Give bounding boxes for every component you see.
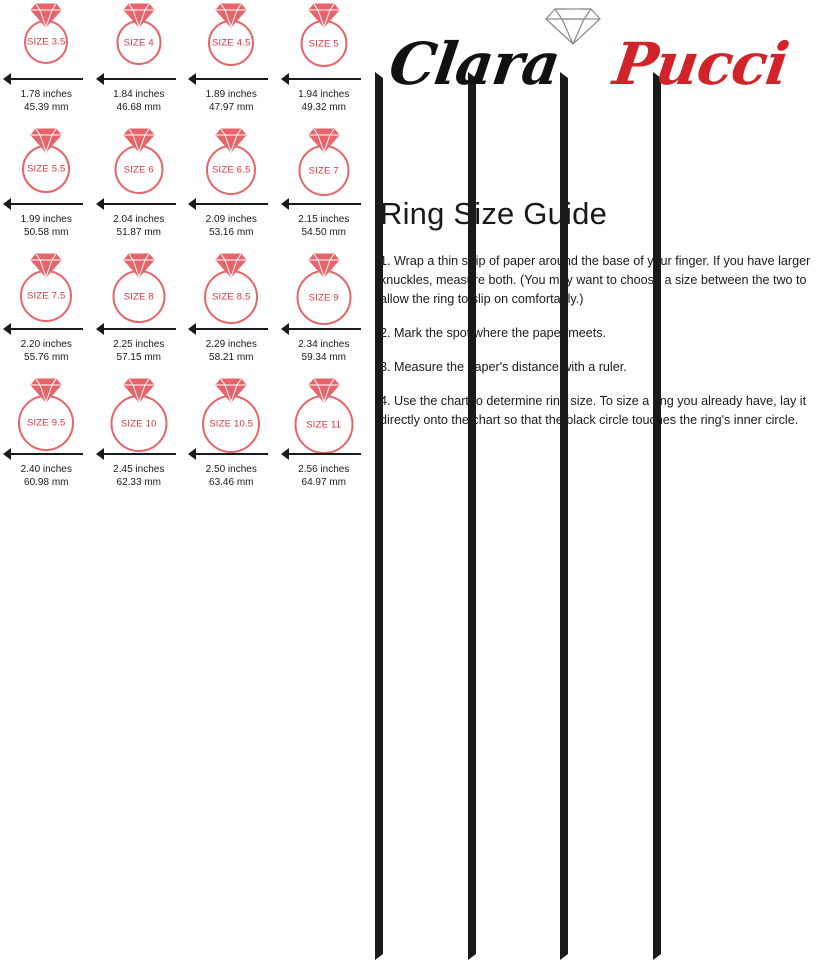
measurement-arrow: [188, 72, 274, 86]
gem-icon: [307, 377, 341, 403]
measurement-text: [298, 214, 349, 239]
ring-size-label: SIZE 8.5: [211, 291, 251, 303]
measurement-arrow: [3, 72, 89, 86]
ring-illustration: [188, 252, 274, 324]
ring-size-label: SIZE 4: [123, 37, 154, 48]
ring-illustration: [96, 127, 182, 199]
measurement-arrow: [188, 447, 274, 461]
ring-size-label: SIZE 10: [120, 418, 157, 429]
arrow-head-left-icon: [3, 73, 11, 85]
measurement-text: [21, 339, 72, 364]
arrow-line: [102, 328, 176, 330]
arrow-line: [287, 453, 361, 455]
ring-size-label: SIZE 6.5: [211, 164, 251, 176]
measurement-mm: 45.39 mm: [24, 101, 69, 113]
measurement-mm: 50.58 mm: [24, 226, 69, 238]
arrow-line: [287, 328, 361, 330]
ring-size-cell[interactable]: [93, 375, 186, 500]
measurement-text: [113, 339, 164, 364]
measurement-inches: 2.29 inches: [205, 339, 257, 350]
gem-icon: [307, 127, 341, 153]
arrow-line: [102, 78, 176, 80]
measurement-mm: 63.46 mm: [209, 476, 254, 488]
gem-icon: [122, 252, 156, 278]
arrow-head-left-icon: [3, 198, 11, 210]
ring-size-cell[interactable]: [185, 250, 278, 375]
ring-illustration: [188, 127, 274, 199]
measurement-text: [113, 89, 164, 114]
ring-illustration: [281, 377, 367, 449]
measurement-text: [21, 464, 72, 489]
ring-size-cell[interactable]: [0, 250, 93, 375]
ring-size-cell[interactable]: [185, 375, 278, 500]
ring-illustration: [281, 252, 367, 324]
ring-size-label: SIZE 5.5: [26, 163, 66, 175]
arrow-head-left-icon: [96, 198, 104, 210]
arrow-line: [102, 453, 176, 455]
gem-icon: [122, 127, 156, 153]
ring-size-label: SIZE 4.5: [211, 37, 251, 49]
measurement-mm: 62.33 mm: [116, 476, 161, 488]
arrow-head-left-icon: [188, 323, 196, 335]
gem-icon: [122, 2, 156, 28]
measurement-arrow: [188, 322, 274, 336]
measurement-inches: 2.04 inches: [113, 214, 165, 225]
arrow-head-left-icon: [96, 448, 104, 460]
page-title: Ring Size Guide: [380, 196, 608, 231]
measurement-text: [113, 214, 164, 239]
guide-panel: [372, 0, 839, 501]
ring-size-label: SIZE 7.5: [26, 290, 66, 302]
measurement-mm: 47.97 mm: [209, 101, 254, 113]
measurement-mm: 59.34 mm: [301, 351, 346, 363]
gem-icon: [122, 377, 156, 403]
measurement-inches: 1.84 inches: [113, 89, 165, 100]
arrow-line: [287, 78, 361, 80]
gem-icon: [214, 2, 248, 28]
brand-name-second: Pucci: [609, 30, 793, 98]
guide-step: 2. Mark the spot where the paper meets.: [380, 326, 607, 340]
arrow-line: [287, 203, 361, 205]
measurement-text: [298, 464, 349, 489]
measurement-text: [206, 339, 257, 364]
ring-size-label: SIZE 6: [123, 164, 154, 175]
measurement-arrow: [96, 197, 182, 211]
arrow-line: [194, 328, 268, 330]
arrow-head-left-icon: [281, 448, 289, 460]
arrow-head-left-icon: [281, 73, 289, 85]
measurement-arrow: [281, 447, 367, 461]
ring-size-cell[interactable]: [93, 0, 186, 125]
measurement-text: [298, 339, 349, 364]
measurement-arrow: [96, 72, 182, 86]
gem-icon: [214, 377, 248, 403]
guide-step: 1. Wrap a thin strip of paper around the base of your finger. If you have larger knuckles, measure both. (You may want to choose a size between the two to allow the ring to slip on comfortably.): [380, 254, 811, 306]
measurement-inches: 1.89 inches: [205, 89, 257, 100]
chart-row: [0, 125, 370, 250]
brand-logo: [382, 4, 822, 104]
guide-step: 4. Use the chart to determine ring size. To size a ring you already have, lay it directly onto the chart so that the black circle touches the ring's inner circle.: [380, 394, 807, 427]
arrow-head-left-icon: [3, 323, 11, 335]
measurement-inches: 1.78 inches: [20, 89, 72, 100]
measurement-text: [298, 89, 349, 114]
measurement-mm: 64.97 mm: [301, 476, 346, 488]
ring-size-cell[interactable]: [278, 0, 371, 125]
ring-size-label: SIZE 5: [308, 38, 339, 49]
measurement-inches: 2.25 inches: [113, 339, 165, 350]
ring-size-label: SIZE 9: [308, 292, 339, 303]
measurement-inches: 2.15 inches: [298, 214, 350, 225]
ring-size-label: SIZE 9.5: [26, 417, 66, 429]
gem-icon: [307, 252, 341, 278]
brand-name-first: Clara: [385, 30, 564, 98]
ring-size-label: SIZE 3.5: [26, 36, 66, 48]
gem-icon: [29, 252, 63, 278]
arrow-head-left-icon: [281, 323, 289, 335]
guide-step: 3. Measure the paper's distance with a ruler.: [380, 360, 627, 374]
ring-illustration: [3, 127, 89, 199]
measurement-arrow: [96, 322, 182, 336]
arrow-head-left-icon: [188, 73, 196, 85]
ring-size-cell[interactable]: [93, 250, 186, 375]
measurement-inches: 2.45 inches: [113, 464, 165, 475]
measurement-arrow: [96, 447, 182, 461]
measurement-text: [206, 214, 257, 239]
measurement-text: [206, 464, 257, 489]
ring-size-cell[interactable]: [278, 375, 371, 500]
arrow-line: [194, 203, 268, 205]
ring-size-cell[interactable]: [0, 125, 93, 250]
ring-size-cell[interactable]: [185, 0, 278, 125]
ring-illustration: [281, 127, 367, 199]
ring-illustration: [3, 377, 89, 449]
ring-illustration: [281, 2, 367, 74]
ring-illustration: [188, 2, 274, 74]
gem-icon: [29, 127, 63, 153]
ring-illustration: [188, 377, 274, 449]
arrow-line: [102, 203, 176, 205]
ring-size-cell[interactable]: [185, 125, 278, 250]
arrow-line: [9, 328, 83, 330]
measurement-arrow: [188, 197, 274, 211]
measurement-inches: 2.50 inches: [205, 464, 257, 475]
chart-row: [0, 250, 370, 375]
measurement-inches: 1.94 inches: [298, 89, 350, 100]
arrow-line: [9, 78, 83, 80]
arrow-head-left-icon: [96, 73, 104, 85]
measurement-mm: 46.68 mm: [116, 101, 161, 113]
measurement-text: [206, 89, 257, 114]
measurement-inches: 2.56 inches: [298, 464, 350, 475]
guide-steps: [380, 252, 828, 445]
arrow-line: [9, 203, 83, 205]
arrow-head-left-icon: [188, 448, 196, 460]
measurement-arrow: [3, 197, 89, 211]
ring-size-cell[interactable]: [0, 0, 93, 125]
ring-size-chart: [0, 0, 370, 501]
gem-icon: [29, 2, 63, 28]
chart-row: [0, 375, 370, 500]
measurement-mm: 53.16 mm: [209, 226, 254, 238]
measurement-mm: 49.32 mm: [301, 101, 346, 113]
measurement-inches: 1.99 inches: [20, 214, 72, 225]
measurement-mm: 58.21 mm: [209, 351, 254, 363]
arrow-head-left-icon: [281, 198, 289, 210]
ring-size-label: SIZE 10.5: [209, 418, 254, 430]
measurement-text: [113, 464, 164, 489]
measurement-mm: 60.98 mm: [24, 476, 69, 488]
measurement-arrow: [281, 322, 367, 336]
arrow-line: [9, 453, 83, 455]
ring-illustration: [3, 252, 89, 324]
measurement-arrow: [281, 72, 367, 86]
measurement-inches: 2.09 inches: [205, 214, 257, 225]
ring-size-label: SIZE 8: [123, 291, 154, 302]
measurement-mm: 57.15 mm: [116, 351, 161, 363]
ring-size-cell[interactable]: [278, 250, 371, 375]
ring-illustration: [3, 2, 89, 74]
arrow-head-left-icon: [3, 448, 11, 460]
arrow-line: [194, 78, 268, 80]
ring-illustration: [96, 377, 182, 449]
measurement-text: [21, 89, 72, 114]
ring-illustration: [96, 2, 182, 74]
gem-icon: [214, 127, 248, 153]
measurement-inches: 2.40 inches: [20, 464, 72, 475]
ring-size-cell[interactable]: [0, 375, 93, 500]
measurement-arrow: [3, 322, 89, 336]
ring-size-label: SIZE 7: [308, 165, 339, 176]
ring-size-cell[interactable]: [93, 125, 186, 250]
measurement-text: [21, 214, 72, 239]
ring-illustration: [96, 252, 182, 324]
gem-icon: [307, 2, 341, 28]
measurement-mm: 55.76 mm: [24, 351, 69, 363]
gem-icon: [29, 377, 63, 403]
ring-size-label: SIZE 11: [306, 419, 342, 430]
ring-size-cell[interactable]: [278, 125, 371, 250]
chart-row: [0, 0, 370, 125]
arrow-line: [194, 453, 268, 455]
measurement-arrow: [3, 447, 89, 461]
measurement-inches: 2.20 inches: [20, 339, 72, 350]
measurement-mm: 51.87 mm: [116, 226, 161, 238]
gem-icon: [214, 252, 248, 278]
arrow-head-right-icon: [653, 447, 839, 960]
measurement-mm: 54.50 mm: [301, 226, 346, 238]
measurement-inches: 2.34 inches: [298, 339, 350, 350]
arrow-head-left-icon: [188, 198, 196, 210]
measurement-arrow: [281, 197, 367, 211]
arrow-head-left-icon: [96, 323, 104, 335]
